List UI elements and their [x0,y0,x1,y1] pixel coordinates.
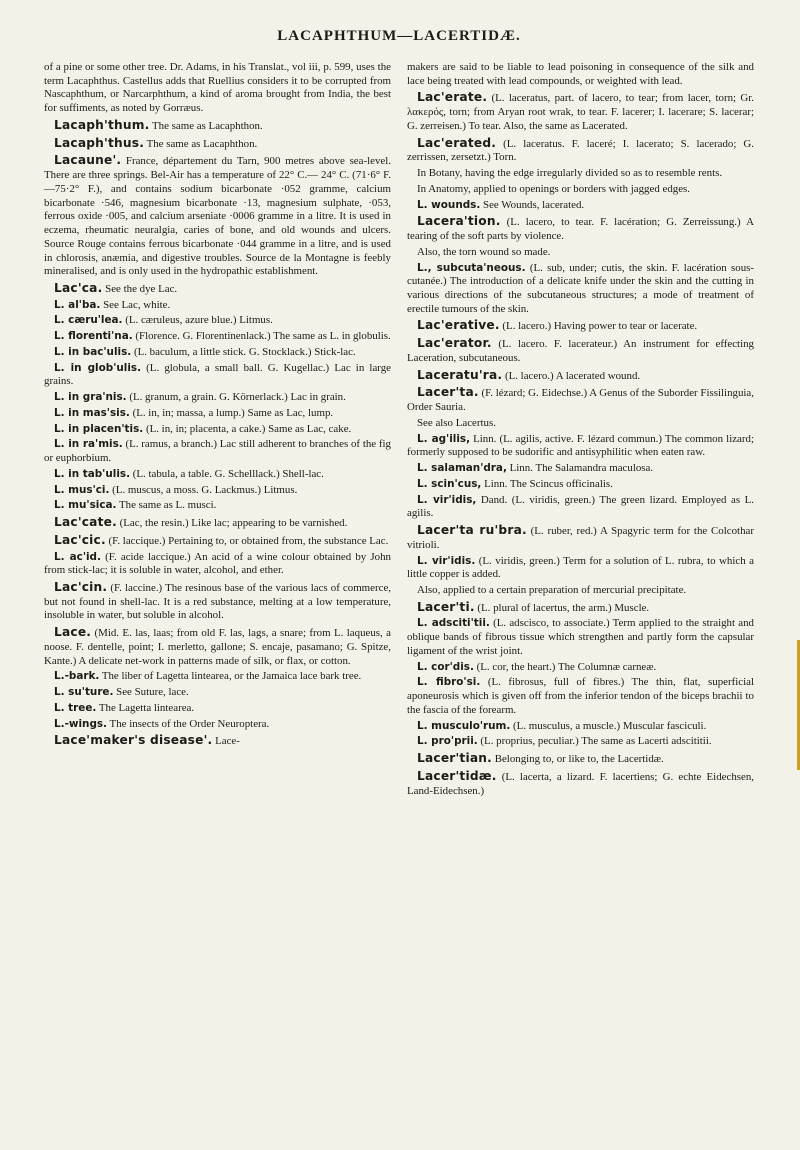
dictionary-entry [407,368,754,384]
entry-subheadword: L. cor'dis. [417,660,474,673]
entry-subheadword: L. in mas'sis. [54,406,130,419]
dictionary-entry [44,136,391,152]
entry-subheadword: L., subcuta'neous. [417,261,526,274]
dictionary-entry [407,661,754,675]
entry-subheadword: L. in placen'tis. [54,422,144,435]
dictionary-entry [407,336,754,365]
entry-headword: Lace. [54,625,92,640]
entry-text: (F. lézard; G. Eidechse.) A Genus of the Suborder Fissilinguia, Order Sauria. [407,387,754,414]
entry-subheadword: L. vir'idis. [417,554,476,567]
entry-text: Linn. The Salamandra maculosa. [506,462,654,475]
dictionary-entry [44,551,391,578]
dictionary-entry [44,391,391,405]
entry-text: (L. plural of lacertus, the arm.) Muscle. [474,601,650,614]
entry-text: See Lac, white. [100,298,171,311]
entry-subheadword: L. in glob'ulis. [54,361,142,374]
dictionary-entry [407,555,754,582]
dictionary-entry [407,167,754,181]
entry-text: See the dye Lac. [102,283,178,296]
entry-headword: Lacer'ta ru'bra. [417,523,527,538]
dictionary-entry [407,751,754,767]
entry-headword: Lacer'ta. [417,385,479,400]
entry-text: (Lac, the resin.) Like lac; appearing to be varnished. [116,517,348,530]
entry-subheadword: L. vir'idis, [417,493,477,506]
entry-text: (L. cor, the heart.) The Columnæ carneæ. [473,660,657,673]
dictionary-entry [44,686,391,700]
entry-text: (F. laccique.) Pertaining to, or obtained from, the substance Lac. [105,534,389,547]
entry-text: (L. lacero.) A lacerated wound. [502,369,641,382]
entry-headword: Lac'cic. [54,532,106,547]
entry-subheadword: L. wounds. [417,198,481,211]
dictionary-entry [44,153,391,279]
entry-headword: Lace'maker's disease'. [54,733,213,748]
dictionary-entry [407,433,754,460]
entry-text: makers are said to be liable to lead poisoning in consequence of the silk and lace being treated with lead compounds, or weighted with lead. [407,61,754,87]
entry-text: (L. laceratus. F. laceré; I. lacerato; S. lacerado; G. zerrissen, zersetzt.) Torn. [407,137,754,164]
dictionary-entry [407,262,754,317]
dictionary-entry [407,462,754,476]
entry-text: The same as Lacaphthon. [144,137,258,150]
entry-headword: Lac'ca. [54,281,103,296]
dictionary-entry [407,478,754,492]
dictionary-entry [44,499,391,513]
dictionary-entry [407,385,754,414]
entry-subheadword: L. in tab'ulis. [54,467,131,480]
entry-text: (L. cæruleus, azure blue.) Litmus. [122,314,273,327]
entry-text: The same as L. musci. [116,499,217,512]
entry-subheadword: L. in ra'mis. [54,438,123,451]
dictionary-entry [44,407,391,421]
entry-text: (L. lacerta, a lizard. F. lacertiens; G. echte Eidechsen, Land-Eidechsen.) [407,770,754,797]
dictionary-entry [44,362,391,389]
running-head: LACAPHTHUM—LACERTIDÆ. [277,28,521,44]
dictionary-entry [407,720,754,734]
dictionary-entry [407,61,754,88]
dictionary-entry [44,314,391,328]
entry-subheadword: L. fibro'si. [417,676,481,689]
entry-text: (L. fibrosus, full of fibres.) The thin, flat, superficial aponeurosis which is given off from the inferior tendon of the biceps brachii to the fascia of the forearm. [407,676,754,716]
entry-headword: Lac'erator. [417,336,492,351]
dictionary-entry [44,438,391,465]
entry-text: (L. tabula, a table. G. Schelllack.) Shell-lac. [130,467,324,480]
entry-subheadword: L. cæru'lea. [54,314,123,327]
entry-headword: Lac'cate. [54,515,117,530]
entry-headword: Lacer'tidæ. [417,768,497,783]
entry-subheadword: L. ag'ilis, [417,432,471,445]
entry-text: (L. lacero, to tear. F. lacération; G. Zerreissung.) A tearing of the soft parts by violence. [407,216,754,243]
entry-text: See also Lacertus. [417,416,496,429]
dictionary-entry [407,417,754,431]
entry-text: (L. granum, a grain. G. Körnerlack.) Lac in grain. [126,391,346,404]
entry-text: (L. ramus, a branch.) Lac still adherent to branches of the fig or euphorbium. [44,438,391,465]
entry-text: France, département du Tarn, 900 metres above sea-level. There are three springs. Bel-Air has a temperature of 22° C.— 24° C. (71·6° F.—75·2° F.), and contains sodium bicarbonate ·052 gramme, calcium bicarbonate ·546, magnesium bicarbonate ·13, magnesium sulphate, ·053, ferrous oxide ·005, and calcium arseniate ·0006 gramme in a litre. It is used in eczema, rheumatic neuralgia, caries of bone, and old wounds and ulcers. Source Rouge contains ferrous bicarbonate ·044 gramme in a litre, and is used in chlorosis, anæmia, and digestive troubles. Source de la Montagne is feebly mineralised, and is only used in the hydropathic establishment. [44,155,391,278]
entry-text: (L. sub, under; cutis, the skin. F. lacération sous-cutanée.) The introduction of a delicate knife under the skin and the cutting in various directions of the subcutaneous structures; a mode of treatment of erectile tumours of the skin. [407,261,755,315]
entry-headword: Laceratu'ra. [417,367,503,382]
columns [44,61,754,800]
entry-text: Dand. (L. viridis, green.) The green lizard. Employed as L. agilis. [407,493,754,520]
dictionary-entry [44,515,391,531]
entry-text: (L. in, in; massa, a lump.) Same as Lac, lump. [129,406,334,419]
entry-subheadword: L. musculo'rum. [417,719,511,732]
entry-text: The liber of Lagetta lintearea, or the Jamaica lace bark tree. [99,670,362,683]
dictionary-entry [44,118,391,134]
entry-text: (L. ruber, red.) A Spagyric term for the Colcothar vitrioli. [407,525,754,551]
entry-text: Also, the torn wound so made. [417,245,551,258]
dictionary-entry [44,702,391,716]
entry-text: (Florence. G. Florentinenlack.) The same as L. in globulis. [132,330,391,343]
entry-headword: Lacaph'thum. [54,117,150,132]
dictionary-entry [44,346,391,360]
entry-subheadword: L. florenti'na. [54,330,133,343]
entry-text: (F. acide laccique.) An acid of a wine colour obtained by John from stick-lac; it is soluble in water, alcohol, and ether. [44,550,392,577]
dictionary-entry [407,183,754,197]
dictionary-entry [44,484,391,498]
dictionary-entry [44,580,391,623]
entry-text: (L. in, in; placenta, a cake.) Same as Lac, cake. [143,422,352,435]
entry-text: Linn. The Scincus officinalis. [481,477,613,490]
dictionary-entry [44,330,391,344]
entry-text: (L. viridis, green.) Term for a solution of L. rubra, to which a little copper is added. [407,554,754,581]
entry-text: The insects of the Order Neuroptera. [107,717,270,730]
entry-text: The same as Lacaphthon. [149,119,263,132]
entry-subheadword: L. in bac'ulis. [54,345,132,358]
entry-text: (L. laceratus, part. of lacero, to tear; from lacer, torn; Gr. λακερός, torn; from Aryan root wrak, to tear. F. lacerer; I. lacerare; S. lacerar; G. zerreisen.) To tear. Also, the same as Lacerated. [407,92,754,132]
entry-text: (F. laccine.) The resinous base of the various lacs of commerce, but not found in shell-lac. It is a red substance, melting at a low temperature, insoluble in water, but soluble in alcohol. [44,581,391,622]
entry-text: Lace- [212,735,240,748]
dictionary-entry [44,625,391,668]
entry-text: Belonging to, or like to, the Lacertidæ. [491,753,664,766]
entry-subheadword: L.-bark. [54,670,100,683]
dictionary-entry [407,214,754,243]
entry-headword: Lac'erated. [417,135,497,150]
entry-text: The Lagetta lintearea. [96,701,195,714]
entry-subheadword: L. mu'sica. [54,499,117,512]
dictionary-entry [44,468,391,482]
entry-subheadword: L. scin'cus, [417,477,482,490]
entry-headword: Lac'cin. [54,579,108,594]
dictionary-entry [407,136,754,165]
entry-headword: Lac'erate. [417,90,488,105]
entry-text: Linn. (L. agilis, active. F. lézard commun.) The common lizard; formerly supposed to be sudorific and antisyphilitic when eaten raw. [407,432,754,459]
entry-text: (L. baculum, a little stick. G. Stocklack.) Stick-lac. [131,345,356,358]
entry-text: (L. adscisco, to associate.) Term applied to the straight and oblique bands of fibrous tissue which strengthen and partly form the capsular ligament of the wrist joint. [407,617,754,657]
entry-subheadword: L. su'ture. [54,686,114,699]
entry-subheadword: L. ac'id. [54,550,101,563]
entry-subheadword: L. in gra'nis. [54,391,127,404]
dictionary-entry [407,617,754,658]
dictionary-entry [44,733,391,749]
dictionary-entry [44,718,391,732]
entry-subheadword: L. al'ba. [54,298,101,311]
dictionary-entry [407,676,754,717]
entry-subheadword: L.-wings. [54,717,108,730]
entry-text: (L. lacero.) Having power to tear or lacerate. [499,320,698,333]
entry-text: In Botany, having the edge irregularly divided so as to resemble rents. [417,167,723,180]
entry-text: (L. lacero. F. lacerateur.) An instrument for effecting Laceration, subcutaneous. [407,338,754,364]
dictionary-entry [407,600,754,616]
entry-subheadword: L. tree. [54,701,97,714]
entry-headword: Lac'erative. [417,318,500,333]
entry-text: (L. muscus, a moss. G. Lackmus.) Litmus. [109,483,298,496]
dictionary-entry [407,523,754,552]
dictionary-entry [44,670,391,684]
entry-subheadword: L. pro'prii. [417,735,478,748]
dictionary-entry [44,299,391,313]
entry-headword: Lacer'ti. [417,599,475,614]
dictionary-entry [407,494,754,521]
entry-text: (L. globula, a small ball. G. Kugellac.) Lac in large grains. [44,361,391,388]
entry-text: Also, applied to a certain preparation of mercurial precipitate. [417,583,687,596]
entry-text: In Anatomy, applied to openings or borders with jagged edges. [417,182,691,195]
right-column [407,61,754,800]
entry-headword: Lacera'tion. [417,214,501,229]
dictionary-entry [44,423,391,437]
entry-text: (L. proprius, peculiar.) The same as Lacerti adscititii. [477,735,712,748]
entry-headword: Lacaph'thus. [54,135,145,150]
dictionary-entry [407,735,754,749]
entry-subheadword: L. mus'ci. [54,483,110,496]
dictionary-entry [44,281,391,297]
dictionary-entry [407,90,754,133]
entry-headword: Lacer'tian. [417,751,492,766]
entry-text: (Mid. E. las, laas; from old F. las, lags, a snare; from L. laqueus, a noose. F. dentelle, point; I. merletto, gallone; S. encaje, pasamano; G. Spitze, Kante.) A delicate net-work in patterns made of silk, or flax, or cotton. [44,627,391,667]
dictionary-entry [407,769,754,798]
entry-text: (L. musculus, a muscle.) Muscular fasciculi. [510,719,707,732]
dictionary-entry [407,199,754,213]
entry-subheadword: L. adsciti'tii. [417,617,490,630]
entry-subheadword: L. salaman'dra, [417,462,507,475]
entry-text: See Suture, lace. [113,686,189,699]
dictionary-entry [407,318,754,334]
entry-text: of a pine or some other tree. Dr. Adams, in his Translat., vol iii, p. 599, uses the term Lacaphthus. Castellus adds that Ruellius considers it to be corrupted from Nascaphthum, or Narcarphthum, a kind of aroma brought from India, the best for suffiments, as noted by Gorræus. [44,61,391,115]
dictionary-entry [407,584,754,598]
dictionary-entry [44,533,391,549]
dictionary-entry [407,246,754,260]
left-column [44,61,391,800]
entry-headword: Lacaune'. [54,153,122,168]
dictionary-entry [44,61,391,116]
entry-text: See Wounds, lacerated. [480,198,585,211]
